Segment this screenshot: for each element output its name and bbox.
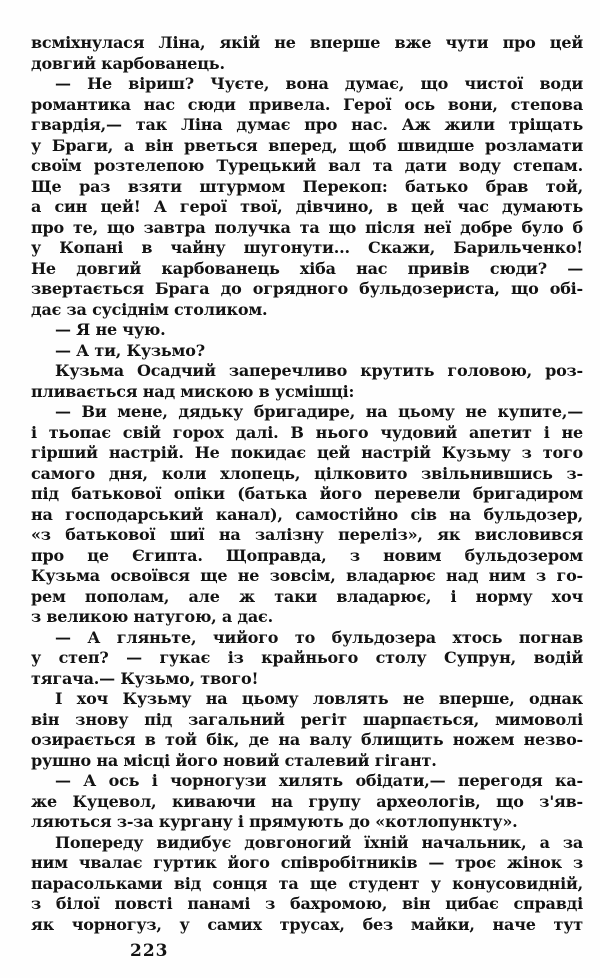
text-line: пливається над мискою в усмішці: bbox=[31, 381, 355, 401]
text-line: — А ти, Кузьмо? bbox=[55, 340, 205, 360]
text-line: тягача.— Кузьмо, твого! bbox=[31, 668, 259, 688]
text-line: він знову під загальний регіт шарпається, мимоволі bbox=[31, 709, 583, 729]
text-line: же Куцевол, киваючи на групу археологів, що з'яв- bbox=[31, 791, 583, 811]
text-line: і тьопає свій горох далі. В нього чудовий апетит і не bbox=[31, 422, 583, 442]
paragraph bbox=[31, 341, 583, 362]
text-line: дає за сусіднім столиком. bbox=[31, 299, 268, 319]
text-line: — А ось і чорногузи хилять обідати,— перегодя ка- bbox=[55, 771, 583, 790]
text-block bbox=[31, 33, 583, 935]
text-line: Попереду видибує довгоногий їхній начальник, а за bbox=[55, 832, 583, 852]
text-line: романтика нас сюди привела. Герої ось вони, степова bbox=[31, 94, 583, 114]
text-line: на господарський канал), самостійно сів на бульдозер, bbox=[31, 504, 583, 524]
text-line: довгий карбованець. bbox=[31, 53, 225, 73]
text-line: — Не віриш? Чуєте, вона думає, що чистої води bbox=[55, 74, 583, 93]
paragraph bbox=[31, 33, 583, 74]
text-line: Кузьма освоївся ще не зовсім, владарює над ним з го- bbox=[31, 566, 583, 585]
text-line: Не довгий карбованець хіба нас привів сюди? — bbox=[31, 258, 583, 278]
paragraph bbox=[31, 771, 583, 833]
paragraph bbox=[31, 833, 583, 936]
text-line: з білої повсті панамі з бахромою, він цибає справді bbox=[31, 894, 583, 913]
paragraph bbox=[31, 320, 583, 341]
text-line: ним чвалає гуртик його співробітників — троє жінок з bbox=[31, 853, 583, 872]
text-line: своїм розтелепою Турецький вал та дати воду степам. bbox=[31, 156, 583, 175]
text-line: рем пополам, але ж таки владарює, і норму хоч bbox=[31, 586, 583, 606]
paragraph bbox=[31, 402, 583, 628]
text-line: гірший настрій. Не покидає цей настрій Кузьму з того bbox=[31, 443, 583, 462]
text-line: всміхнулася Ліна, якій не вперше вже чути про цей bbox=[31, 33, 583, 52]
paragraph bbox=[31, 689, 583, 771]
text-line: — А гляньте, чийого то бульдозера хтось погнав bbox=[55, 627, 583, 647]
text-line: звертається Брага до огрядного бульдозериста, що обі- bbox=[31, 279, 583, 298]
text-line: — Я не чую. bbox=[55, 320, 166, 339]
text-line: у Копані в чайну шугонути... Скажи, Барильченко! bbox=[31, 238, 583, 257]
text-line: — Ви мене, дядьку бригадире, на цьому не купите,— bbox=[55, 402, 583, 421]
paragraph bbox=[31, 628, 583, 690]
text-line: про це Єгипта. Щоправда, з новим бульдозером bbox=[31, 545, 583, 565]
text-line: у Браги, а він рветься вперед, щоб швидше розламати bbox=[31, 135, 583, 155]
text-line: під батькової опіки (батька його перевели бригадиром bbox=[31, 484, 583, 503]
text-line: гвардія,— так Ліна думає про нас. Аж жили тріщать bbox=[31, 115, 583, 134]
text-line: Кузьма Осадчий заперечливо крутить головою, роз- bbox=[55, 361, 583, 380]
text-line: парасольками від сонця та ще студент у конусовидній, bbox=[31, 873, 583, 893]
paragraph bbox=[31, 361, 583, 402]
text-line: самого дня, коли хлопець, цілковито звільнившись з- bbox=[31, 463, 583, 483]
page-number: 223 bbox=[130, 941, 169, 961]
paragraph bbox=[31, 74, 583, 320]
text-line: у степ? — гукає із крайнього столу Супрун, водій bbox=[31, 648, 583, 667]
text-line: а син цей! А герої твої, дівчино, в цей час думають bbox=[31, 197, 583, 216]
text-line: озирається в той бік, де на валу блищить ножем незво- bbox=[31, 730, 583, 749]
text-line: І хоч Кузьму на цьому ловлять не вперше, однак bbox=[55, 689, 583, 708]
text-line: ляються з-за кургану і прямують до «котлопункту». bbox=[31, 812, 518, 831]
text-line: рушно на місці його новий сталевий гігант. bbox=[31, 750, 437, 770]
text-line: як чорногуз, у самих трусах, без майки, наче тут bbox=[31, 914, 583, 934]
text-line: про те, що завтра получка та що після неї добре було б bbox=[31, 217, 583, 237]
text-line: «з батькової шиї на залізну переліз», як висловився bbox=[31, 525, 583, 544]
text-line: Ще раз взяти штурмом Перекоп: батько брав той, bbox=[31, 176, 583, 196]
text-line: з великою натугою, а дає. bbox=[31, 607, 273, 626]
